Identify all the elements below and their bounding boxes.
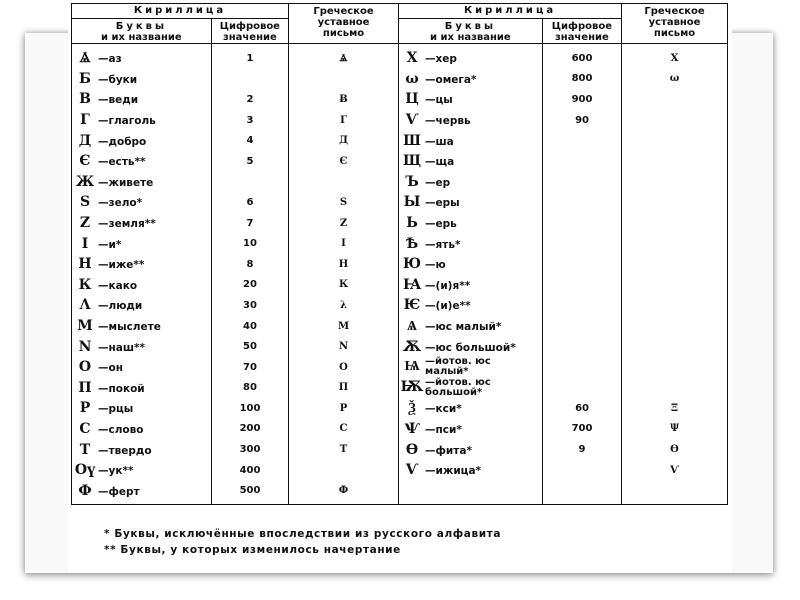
- left-letter-cell: [72, 69, 212, 90]
- right-digital-value: [543, 480, 622, 504]
- right-digital-value: 600: [543, 44, 622, 69]
- table-row: [72, 295, 728, 316]
- left-letter-cell: [72, 378, 212, 399]
- letter-name: —како: [98, 279, 138, 292]
- right-digital-value: [543, 378, 622, 399]
- right-greek-letter: [622, 192, 728, 213]
- right-digital-value: [543, 172, 622, 193]
- right-letter-cell: [399, 357, 543, 378]
- table-row: [72, 254, 728, 275]
- left-digital-value: 30: [212, 295, 289, 316]
- cyrillic-letter-glyph: Ы: [403, 194, 421, 211]
- right-greek-letter: [622, 89, 728, 110]
- cyrillic-letter-glyph: Ѵ: [405, 462, 419, 479]
- letter-name: —иже**: [98, 259, 145, 272]
- header-letters-right: Буквы и их название: [399, 19, 543, 43]
- right-letter-cell: [399, 419, 543, 440]
- cyrillic-letter-glyph: Ѫ: [402, 338, 422, 355]
- cyrillic-letter-glyph: Ζ: [79, 215, 91, 232]
- left-digital-value: 1: [212, 44, 289, 69]
- right-letter-cell: [399, 439, 543, 460]
- left-letter-cell: [72, 398, 212, 419]
- right-digital-value: [543, 336, 622, 357]
- right-digital-value: [543, 316, 622, 337]
- right-letter-cell: [399, 69, 543, 90]
- cyrillic-letter-glyph: Ъ: [405, 173, 419, 190]
- left-digital-value: 7: [212, 213, 289, 234]
- left-letter-cell: [72, 419, 212, 440]
- left-greek-letter: Д: [289, 130, 399, 151]
- left-letter-cell: [72, 480, 212, 504]
- right-digital-value: [543, 130, 622, 151]
- right-greek-letter: ω: [622, 69, 728, 90]
- letter-name: —кси*: [425, 402, 462, 415]
- letter-name: —и*: [98, 238, 122, 251]
- cyrillic-letter-glyph: П: [78, 379, 92, 396]
- letter-name: —покой: [98, 382, 145, 395]
- cyrillic-letter-glyph: Ю: [403, 256, 422, 273]
- right-letter-cell: [399, 398, 543, 419]
- right-greek-letter: [622, 151, 728, 172]
- header-digital: Цифровое значение: [219, 21, 280, 43]
- right-letter-cell: [399, 480, 543, 504]
- left-digital-value: [212, 69, 289, 90]
- cyrillic-letter-glyph: Ѣ: [405, 235, 419, 252]
- right-greek-letter: [622, 357, 728, 378]
- right-letter-cell: [399, 44, 543, 69]
- right-digital-value: [543, 151, 622, 172]
- right-digital-value: 700: [543, 419, 622, 440]
- cyrillic-letter-glyph: Р: [79, 400, 91, 417]
- left-digital-value: 70: [212, 357, 289, 378]
- right-greek-letter: [622, 295, 728, 316]
- left-greek-letter: λ: [289, 295, 399, 316]
- right-digital-value: 9: [543, 439, 622, 460]
- letter-name: —ферт: [98, 485, 140, 498]
- table-row: [72, 151, 728, 172]
- left-letter-cell: [72, 275, 212, 296]
- cyrillic-letter-glyph: ω: [405, 70, 419, 87]
- letter-name: —йотов. юс большой*: [425, 376, 491, 398]
- cyrillic-letter-glyph: Ѯ: [408, 399, 416, 416]
- cyrillic-letter-glyph: С: [79, 420, 91, 437]
- left-digital-value: 40: [212, 316, 289, 337]
- letter-name: —ять*: [425, 238, 461, 251]
- right-letter-cell: [399, 275, 543, 296]
- right-letter-cell: [399, 316, 543, 337]
- left-letter-cell: [72, 44, 212, 69]
- cyrillic-letter-glyph: Н: [78, 256, 92, 273]
- table-row: [72, 233, 728, 254]
- letter-name: —фита*: [425, 444, 472, 457]
- table-row: [72, 357, 728, 378]
- right-greek-letter: [622, 172, 728, 193]
- letter-name: —еры: [425, 197, 460, 210]
- table-row: [72, 110, 728, 131]
- right-digital-value: 60: [543, 398, 622, 419]
- letter-name: —мыслете: [98, 321, 161, 334]
- table-body: [72, 44, 728, 505]
- left-greek-letter: К: [289, 275, 399, 296]
- right-letter-cell: [399, 233, 543, 254]
- left-greek-letter: С: [289, 419, 399, 440]
- cyrillic-letter-glyph: Ѥ: [403, 297, 421, 314]
- cyrillic-letter-glyph: Ц: [405, 91, 419, 108]
- header-cyrillic-left: [72, 4, 289, 44]
- right-letter-cell: [399, 378, 543, 399]
- right-greek-letter: [622, 213, 728, 234]
- letter-name: —добро: [98, 135, 147, 148]
- left-digital-value: 5: [212, 151, 289, 172]
- left-digital-value: 400: [212, 460, 289, 481]
- right-letter-cell: [399, 110, 543, 131]
- left-digital-value: 10: [212, 233, 289, 254]
- left-letter-cell: [72, 336, 212, 357]
- footnote-excluded-letters: * Буквы, исключённые впоследствии из русского алфавита: [104, 528, 502, 540]
- letter-name: —цы: [425, 94, 453, 107]
- cyrillic-letter-glyph: Ѭ: [400, 378, 424, 395]
- left-letter-cell: [72, 233, 212, 254]
- cyrillic-letter-glyph: Ѧ: [406, 317, 418, 334]
- letter-name: —ук**: [98, 465, 134, 478]
- left-greek-letter: Є: [289, 151, 399, 172]
- left-greek-letter: Н: [289, 254, 399, 275]
- left-digital-value: 3: [212, 110, 289, 131]
- cyrillic-letter-glyph: Б: [79, 70, 91, 87]
- cyrillic-letter-glyph: Г: [80, 112, 90, 129]
- letter-name: —аз: [98, 53, 122, 66]
- right-greek-letter: [622, 316, 728, 337]
- right-letter-cell: [399, 213, 543, 234]
- left-digital-value: 80: [212, 378, 289, 399]
- letter-name: —ю: [425, 259, 446, 272]
- right-letter-cell: [399, 192, 543, 213]
- right-letter-cell: [399, 89, 543, 110]
- letter-name: —ижица*: [425, 465, 482, 478]
- cyrillic-letter-glyph: Ж: [75, 173, 95, 190]
- left-digital-value: 100: [212, 398, 289, 419]
- left-greek-letter: [289, 69, 399, 90]
- header-greek-right: Греческое уставное письмо: [622, 4, 728, 44]
- letter-name: —йотов. юс малый*: [425, 356, 491, 378]
- letter-name: —омега*: [425, 73, 477, 86]
- table-row: [72, 480, 728, 504]
- right-letter-cell: [399, 336, 543, 357]
- letter-name: —твердо: [98, 444, 152, 457]
- right-digital-value: 900: [543, 89, 622, 110]
- left-greek-letter: П: [289, 378, 399, 399]
- left-greek-letter: N: [289, 336, 399, 357]
- left-digital-value: 50: [212, 336, 289, 357]
- right-digital-value: [543, 275, 622, 296]
- left-letter-cell: [72, 172, 212, 193]
- left-letter-cell: [72, 151, 212, 172]
- right-digital-value: [543, 213, 622, 234]
- table-row: [72, 44, 728, 69]
- letter-name: —буки: [98, 73, 138, 86]
- right-digital-value: [543, 254, 622, 275]
- letter-name: —ша: [425, 135, 454, 148]
- cyrillic-letter-glyph: Оү: [74, 462, 96, 479]
- left-letter-cell: [72, 316, 212, 337]
- left-greek-letter: Р: [289, 398, 399, 419]
- left-greek-letter: М: [289, 316, 399, 337]
- letter-name: —червь: [425, 115, 471, 128]
- right-digital-value: [543, 295, 622, 316]
- right-greek-letter: [622, 336, 728, 357]
- letter-name: —зело*: [98, 197, 143, 210]
- cyrillic-letter-glyph: N: [78, 338, 92, 355]
- cyrillic-letter-glyph: Ф: [78, 482, 92, 499]
- table-row: [72, 316, 728, 337]
- left-letter-cell: [72, 89, 212, 110]
- right-greek-letter: [622, 254, 728, 275]
- left-digital-value: 8: [212, 254, 289, 275]
- letter-name: —земля**: [98, 218, 156, 231]
- letter-name: —юс большой*: [425, 341, 516, 354]
- header-greek-left: Греческое уставное письмо: [289, 4, 399, 44]
- left-letter-cell: [72, 192, 212, 213]
- letter-name: —(и)я**: [425, 279, 471, 292]
- left-digital-value: 2: [212, 89, 289, 110]
- right-greek-letter: [622, 130, 728, 151]
- table-row: [72, 439, 728, 460]
- cyrillic-letter-glyph: Д: [78, 132, 92, 149]
- table-row: [72, 213, 728, 234]
- letter-name: —(и)е**: [425, 300, 471, 313]
- left-digital-value: 200: [212, 419, 289, 440]
- right-digital-value: [543, 357, 622, 378]
- left-letter-cell: [72, 254, 212, 275]
- left-digital-value: [212, 172, 289, 193]
- right-letter-cell: [399, 295, 543, 316]
- left-letter-cell: [72, 110, 212, 131]
- left-letter-cell: [72, 357, 212, 378]
- left-digital-value: 20: [212, 275, 289, 296]
- table-row: [72, 89, 728, 110]
- table-row: [72, 130, 728, 151]
- left-greek-letter: Ф: [289, 480, 399, 504]
- letter-name: —люди: [98, 300, 143, 313]
- letter-name: —он: [98, 362, 123, 375]
- right-greek-letter: Ξ: [622, 398, 728, 419]
- header-cyrillic-title: Кириллица: [72, 4, 288, 19]
- right-digital-value: [543, 233, 622, 254]
- right-greek-letter: Ψ: [622, 419, 728, 440]
- cyrillic-letter-glyph: І: [81, 235, 89, 252]
- table-row: [72, 69, 728, 90]
- right-digital-value: [543, 460, 622, 481]
- letter-name: —хер: [425, 53, 457, 66]
- left-greek-letter: І: [289, 233, 399, 254]
- left-greek-letter: О: [289, 357, 399, 378]
- letter-name: —рцы: [98, 403, 134, 416]
- table-row: [72, 336, 728, 357]
- left-greek-letter: Ѕ: [289, 192, 399, 213]
- cyrillic-letter-glyph: Ⱑ: [79, 50, 91, 67]
- right-greek-letter: [622, 480, 728, 504]
- table-row: [72, 192, 728, 213]
- cyrillic-letter-glyph: Ѕ: [79, 194, 91, 211]
- right-letter-cell: [399, 460, 543, 481]
- left-letter-cell: [72, 130, 212, 151]
- left-digital-value: 6: [212, 192, 289, 213]
- letter-name: —пси*: [425, 423, 462, 436]
- right-letter-cell: [399, 172, 543, 193]
- header-digital-right: Цифровое значение: [551, 21, 612, 43]
- header-cyrillic-title-right: Кириллица: [399, 4, 621, 19]
- right-digital-value: [543, 192, 622, 213]
- left-letter-cell: [72, 460, 212, 481]
- cyrillic-letter-glyph: В: [79, 91, 91, 108]
- letter-name: —веди: [98, 94, 139, 107]
- header-letters: Буквы и их название: [72, 19, 212, 43]
- left-greek-letter: Ƀ: [289, 89, 399, 110]
- letter-name: —юс малый*: [425, 320, 502, 333]
- letter-name: —ер: [425, 176, 451, 189]
- left-letter-cell: [72, 295, 212, 316]
- letter-name: —есть**: [98, 156, 146, 169]
- right-greek-letter: Ѳ: [622, 439, 728, 460]
- table-row: [72, 378, 728, 399]
- header-cyrillic-right: [399, 4, 622, 44]
- left-greek-letter: [289, 460, 399, 481]
- cyrillic-letter-glyph: Щ: [402, 153, 422, 170]
- letter-name: —живете: [98, 176, 154, 189]
- table-row: [72, 460, 728, 481]
- table-row: [72, 172, 728, 193]
- cyrillic-letter-glyph: Є: [79, 153, 91, 170]
- right-greek-letter: [622, 275, 728, 296]
- cyrillic-letter-glyph: Т: [79, 441, 91, 458]
- right-letter-cell: [399, 151, 543, 172]
- cyrillic-letter-glyph: М: [77, 318, 93, 335]
- cyrillic-letter-glyph: Ь: [406, 215, 418, 232]
- left-digital-value: 300: [212, 439, 289, 460]
- cyrillic-letter-glyph: Ѵ: [405, 112, 419, 129]
- cyrillic-alphabet-table: [71, 3, 728, 505]
- cyrillic-letter-glyph: Ꙗ: [403, 276, 422, 293]
- right-letter-cell: [399, 130, 543, 151]
- letter-name: —глаголь: [98, 115, 156, 128]
- right-greek-letter: Ѵ: [622, 460, 728, 481]
- left-letter-cell: [72, 213, 212, 234]
- left-greek-letter: Ⱑ: [289, 44, 399, 69]
- cyrillic-letter-glyph: Ѩ: [404, 358, 420, 375]
- cyrillic-letter-glyph: Ѳ: [405, 441, 419, 458]
- right-greek-letter: [622, 110, 728, 131]
- right-digital-value: 800: [543, 69, 622, 90]
- cyrillic-letter-glyph: Ш: [403, 132, 421, 149]
- letter-name: —ща: [425, 156, 455, 169]
- cyrillic-letter-glyph: К: [78, 276, 92, 293]
- table-row: [72, 275, 728, 296]
- cyrillic-letter-glyph: О: [78, 359, 92, 376]
- document-page: [68, 0, 732, 572]
- right-digital-value: 90: [543, 110, 622, 131]
- left-greek-letter: Т: [289, 439, 399, 460]
- right-letter-cell: [399, 254, 543, 275]
- cyrillic-letter-glyph: Ѱ: [404, 420, 420, 437]
- cyrillic-letter-glyph: Λ: [79, 297, 91, 314]
- cyrillic-letter-glyph: Х: [406, 50, 418, 67]
- left-digital-value: 500: [212, 480, 289, 504]
- letter-name: —ерь: [425, 218, 457, 231]
- left-greek-letter: [289, 172, 399, 193]
- right-greek-letter: [622, 233, 728, 254]
- letter-name: —слово: [98, 423, 144, 436]
- table-row: [72, 419, 728, 440]
- table-row: [72, 398, 728, 419]
- letter-name: —наш**: [98, 341, 145, 354]
- left-greek-letter: Г: [289, 110, 399, 131]
- footnote-changed-letters: ** Буквы, у которых изменилось начертание: [104, 544, 401, 556]
- left-digital-value: 4: [212, 130, 289, 151]
- left-letter-cell: [72, 439, 212, 460]
- right-greek-letter: Х: [622, 44, 728, 69]
- left-greek-letter: Ζ: [289, 213, 399, 234]
- right-greek-letter: [622, 378, 728, 399]
